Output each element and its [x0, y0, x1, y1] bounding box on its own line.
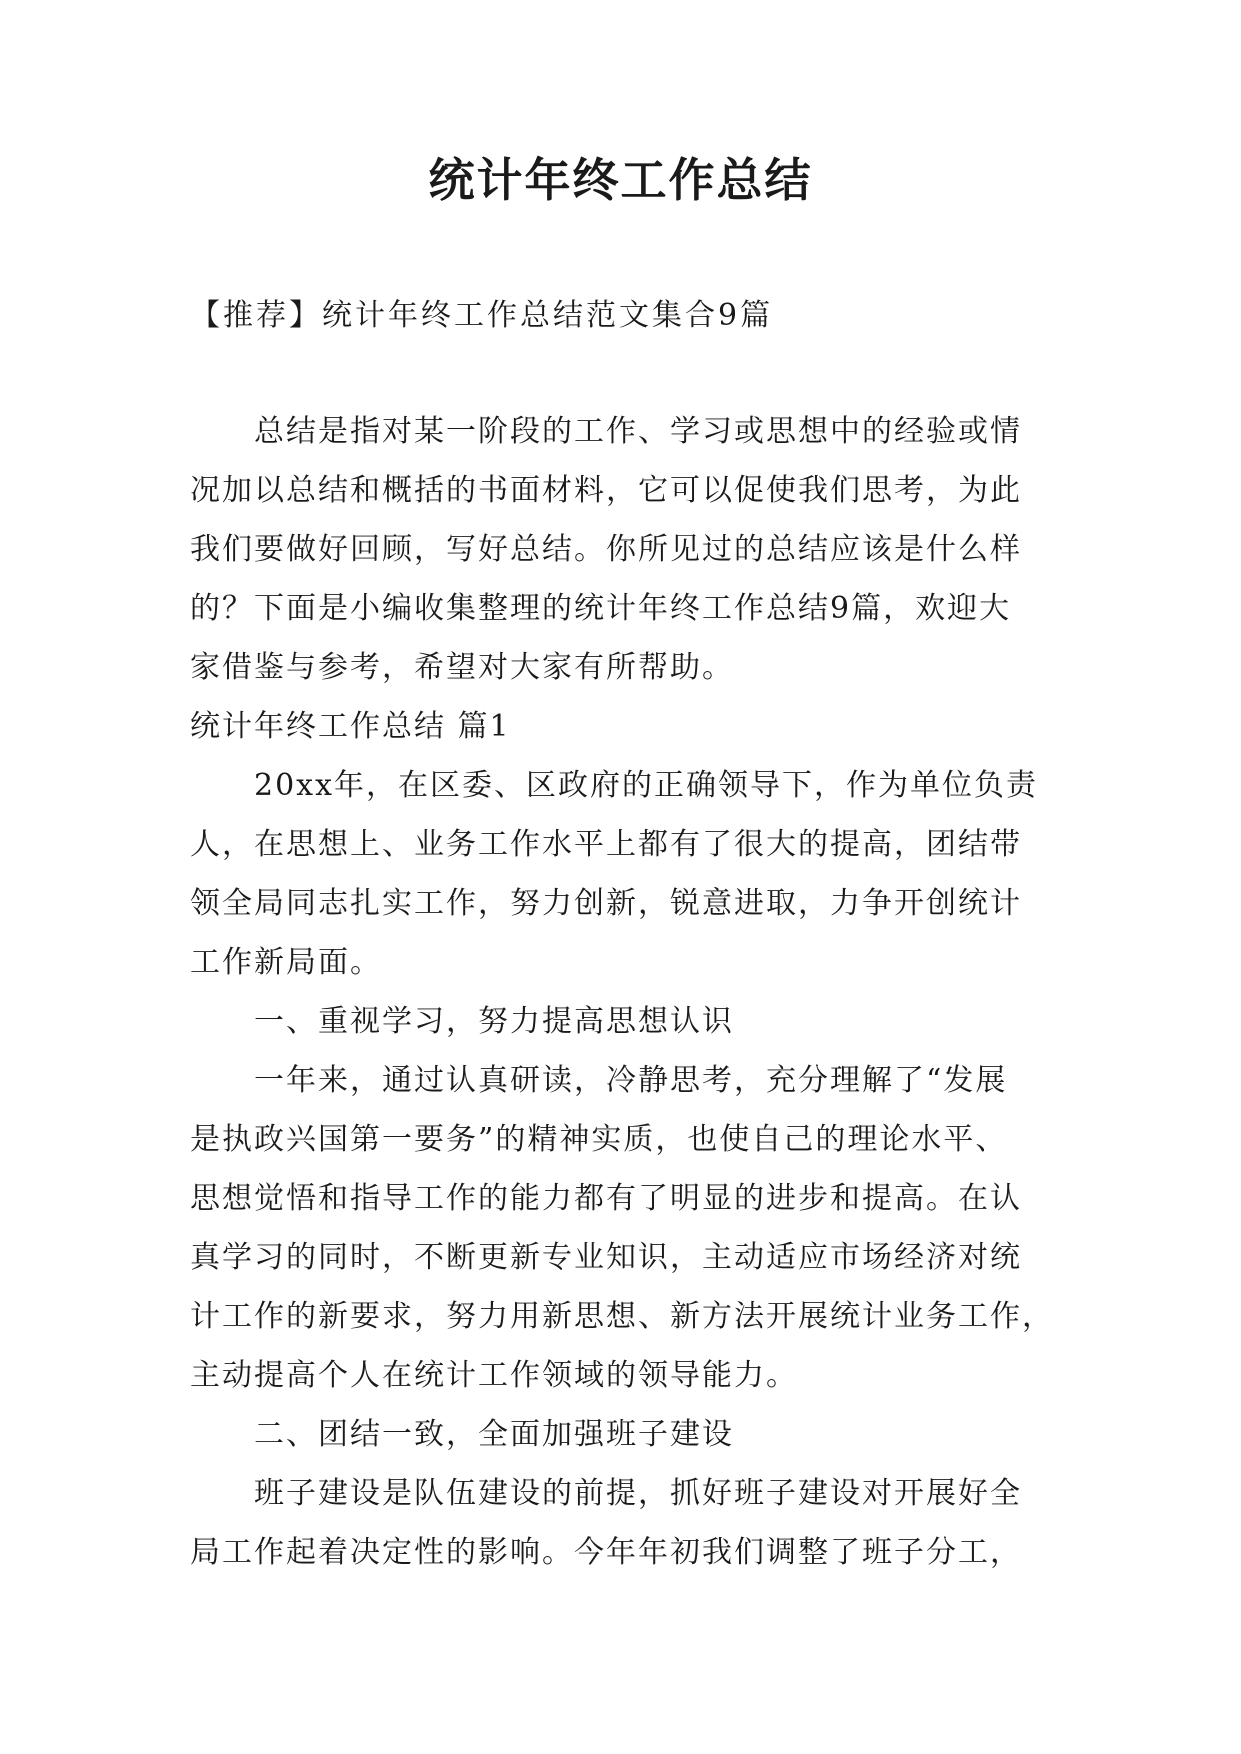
body-paragraph: 一年来，通过认真研读，冷静思考，充分理解了“发展 是执政兴国第一要务”的精神实质，也使自己的理论水平、 思想觉悟和指导工作的能力都有了明显的进步和提高。在认 真学习的同时，不断更新专业知识，主动适应市场经济对统 计工作的新要求，努力用新思想、新方法开展统计业务工作， 主动提高个人在统计工作领域的领导能力。: [190, 1063, 1054, 1393]
intro-paragraph: 总结是指对某一阶段的工作、学习或思想中的经验或情 况加以总结和概括的书面材料，它可以促使我们思考，为此 我们要做好回顾，写好总结。你所见过的总结应该是什么样 的？下面是小编收集整理的统计年终工作总结9篇，欢迎大 家借鉴与参考，希望对大家有所帮助。: [190, 414, 1022, 685]
recommend-line: 【推荐】统计年终工作总结范文集合9篇: [190, 298, 774, 333]
subheading: 一、重视学习，努力提高思想认识: [254, 1004, 734, 1039]
subheading: 二、团结一致，全面加强班子建设: [254, 1417, 734, 1452]
document-body: [190, 402, 1060, 1582]
body-paragraph: 班子建设是队伍建设的前提，抓好班子建设对开展好全 局工作起着决定性的影响。今年年初我们调整了班子分工，: [190, 1476, 1022, 1570]
body-paragraph: 20xx年，在区委、区政府的正确领导下，作为单位负责 人，在思想上、业务工作水平上都有了很大的提高，团结带 领全局同志扎实工作，努力创新，锐意进取，力争开创统计 工作新局面。: [190, 768, 1039, 980]
section-heading: 统计年终工作总结 篇1: [190, 709, 511, 744]
document-title: 统计年终工作总结: [428, 153, 813, 207]
